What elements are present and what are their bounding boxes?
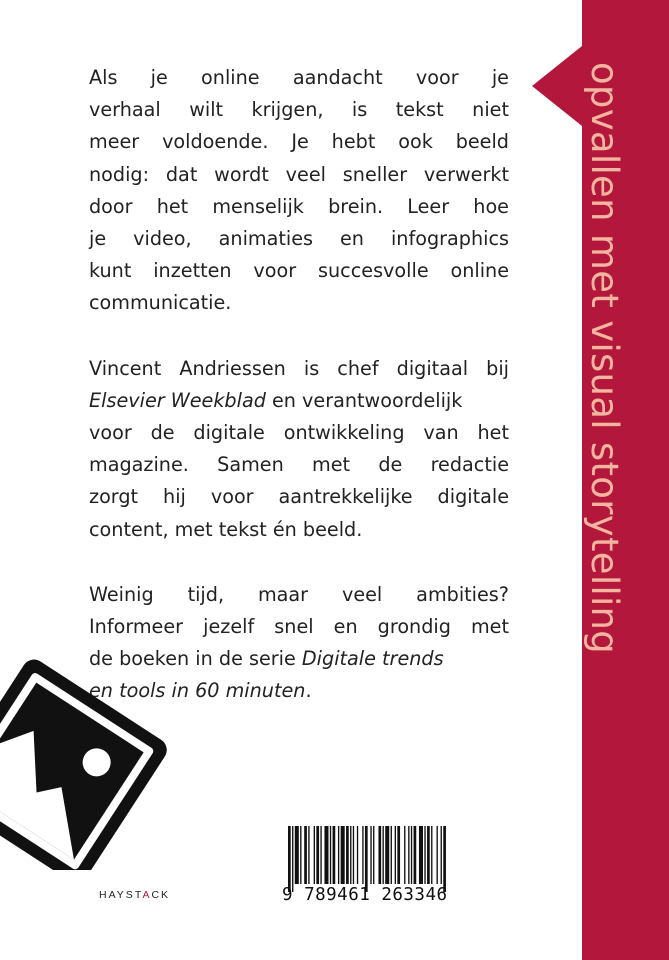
barcode-bar xyxy=(308,826,309,884)
barcode-bar xyxy=(346,826,349,884)
text-fragment: . xyxy=(305,679,312,703)
isbn-barcode xyxy=(282,826,494,892)
text-line: Vincent Andriessen is chef digitaal bij xyxy=(89,356,509,380)
barcode-bar xyxy=(437,826,438,884)
text-line: communicatie. xyxy=(89,291,232,315)
barcode-bar xyxy=(419,826,423,884)
barcode-bar xyxy=(424,826,425,884)
barcode-bar xyxy=(341,826,345,884)
barcode-bar xyxy=(427,826,430,884)
barcode-bar xyxy=(357,826,358,884)
paragraph-author xyxy=(89,353,509,546)
text-line: kunt inzetten voor succesvolle online xyxy=(89,259,509,283)
text-line: Weinig tijd, maar veel ambities? xyxy=(89,582,509,606)
barcode-bar xyxy=(443,826,446,892)
series-title: Digitale trends xyxy=(301,647,444,671)
barcode-bar xyxy=(320,826,321,884)
barcode-bar xyxy=(338,826,339,884)
spine-title: opvallen met visual storytelling xyxy=(583,62,626,655)
barcode-bar xyxy=(370,826,371,884)
text-line: nodig: dat wordt veel sneller verwerkt xyxy=(89,162,509,186)
text-fragment: en verantwoordelijk xyxy=(265,388,463,412)
publisher-name-start: HAYST xyxy=(99,889,143,901)
barcode-bar xyxy=(378,826,381,884)
text-line: door het menselijk brein. Leer hoe xyxy=(89,194,509,218)
barcode-bar xyxy=(350,826,351,884)
barcode-bar xyxy=(431,826,432,884)
text-line: magazine. Samen met de redactie xyxy=(89,453,509,477)
paragraph-intro xyxy=(89,62,509,320)
barcode-bar xyxy=(365,826,368,892)
text-line: Informeer jezelf snel en grondig met xyxy=(89,615,509,639)
text-line: zorgt hij voor aantrekkelijke digitale xyxy=(89,485,509,509)
publisher-name-accent: A xyxy=(142,889,152,901)
series-title-end: en tools in 60 minuten xyxy=(89,679,306,703)
barcode-bar xyxy=(304,826,307,884)
barcode-bar xyxy=(295,826,299,884)
barcode-bar xyxy=(333,826,336,884)
spine-notch xyxy=(532,46,582,126)
barcode-bar xyxy=(408,826,409,884)
magazine-name: Elsevier Weekblad xyxy=(89,388,266,412)
isbn-number: 9 789461 263346 xyxy=(282,885,448,905)
barcode-bar xyxy=(397,826,400,884)
barcode-bar xyxy=(292,826,293,892)
barcode-bar xyxy=(316,826,319,884)
barcode-bar xyxy=(353,826,354,884)
barcode-bar xyxy=(391,826,392,884)
barcode-bar xyxy=(411,826,412,884)
barcode-bar xyxy=(385,826,389,884)
picture-icon xyxy=(0,650,180,870)
barcode-bar xyxy=(330,826,331,884)
text-line: je video, animaties en infographics xyxy=(89,227,509,251)
publisher-logo xyxy=(99,889,170,901)
barcode-bar xyxy=(441,826,442,884)
barcode-bar xyxy=(300,826,301,884)
barcode-bar xyxy=(383,826,384,884)
text-line: verhaal wilt krijgen, is tekst niet xyxy=(89,98,509,122)
text-line: content, met tekst én beeld. xyxy=(89,517,363,541)
text-line xyxy=(89,385,509,417)
barcode-bar xyxy=(373,826,374,884)
blurb xyxy=(89,62,509,741)
barcode-bar xyxy=(414,826,417,884)
barcode-bar xyxy=(324,826,328,884)
barcode-bar xyxy=(404,826,405,884)
barcode-bar xyxy=(288,826,291,892)
text-fragment: de boeken in de serie xyxy=(89,647,302,671)
barcode-bar xyxy=(395,826,396,884)
publisher-name-end: CK xyxy=(151,889,171,901)
text-line: voor de digitale ontwikkeling van het xyxy=(89,421,509,445)
barcode-bar xyxy=(314,826,315,884)
text-line: Als je online aandacht voor je xyxy=(89,66,509,89)
barcode-bar xyxy=(362,826,363,884)
text-line: meer voldoende. Je hebt ook beeld xyxy=(89,130,509,154)
